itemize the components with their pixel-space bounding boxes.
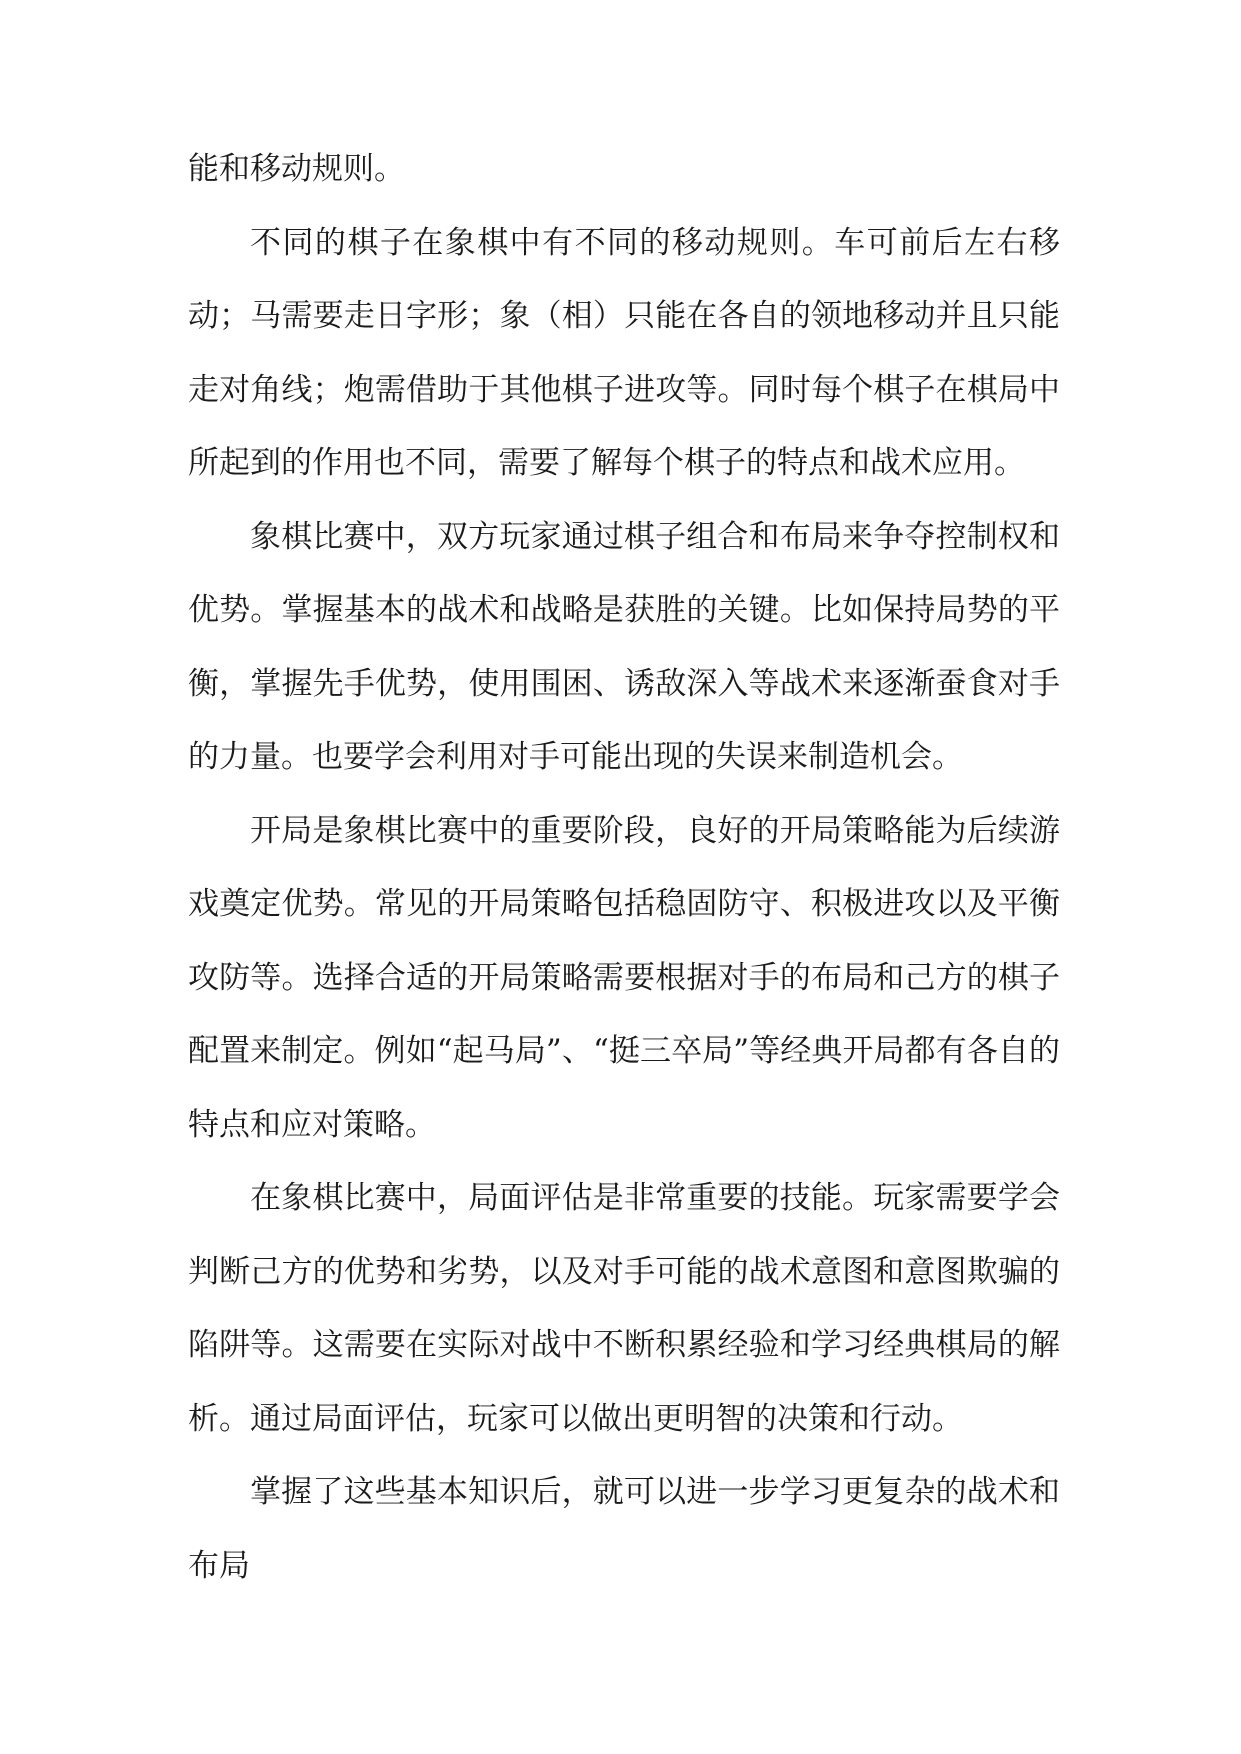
paragraph-piece-movement: 不同的棋子在象棋中有不同的移动规则。车可前后左右移动；马需要走日字形；象（相）只能在各自的领地移动并且只能走对角线；炮需借助于其他棋子进攻等。同时每个棋子在棋局中所起到的作用也不同，需要了解每个棋子的特点和战术应用。 [188, 224, 1060, 481]
document-body [188, 133, 1060, 1603]
paragraph-continuation: 能和移动规则。 [188, 151, 405, 187]
paragraph-next-steps: 掌握了这些基本知识后，就可以进一步学习更复杂的战术和布局 [188, 1474, 1060, 1584]
paragraph-opening: 开局是象棋比赛中的重要阶段，良好的开局策略能为后续游戏奠定优势。常见的开局策略包括稳固防守、积极进攻以及平衡攻防等。选择合适的开局策略需要根据对手的布局和己方的棋子配置来制定。例如“起马局”、“挺三卒局”等经典开局都有各自的特点和应对策略。 [188, 812, 1060, 1143]
paragraph-evaluation: 在象棋比赛中，局面评估是非常重要的技能。玩家需要学会判断己方的优势和劣势，以及对手可能的战术意图和意图欺骗的陷阱等。这需要在实际对战中不断积累经验和学习经典棋局的解析。通过局面评估，玩家可以做出更明智的决策和行动。 [188, 1180, 1060, 1437]
paragraph-tactics: 象棋比赛中，双方玩家通过棋子组合和布局来争夺控制权和优势。掌握基本的战术和战略是获胜的关键。比如保持局势的平衡，掌握先手优势，使用围困、诱敌深入等战术来逐渐蚕食对手的力量。也要学会利用对手可能出现的失误来制造机会。 [188, 518, 1060, 775]
